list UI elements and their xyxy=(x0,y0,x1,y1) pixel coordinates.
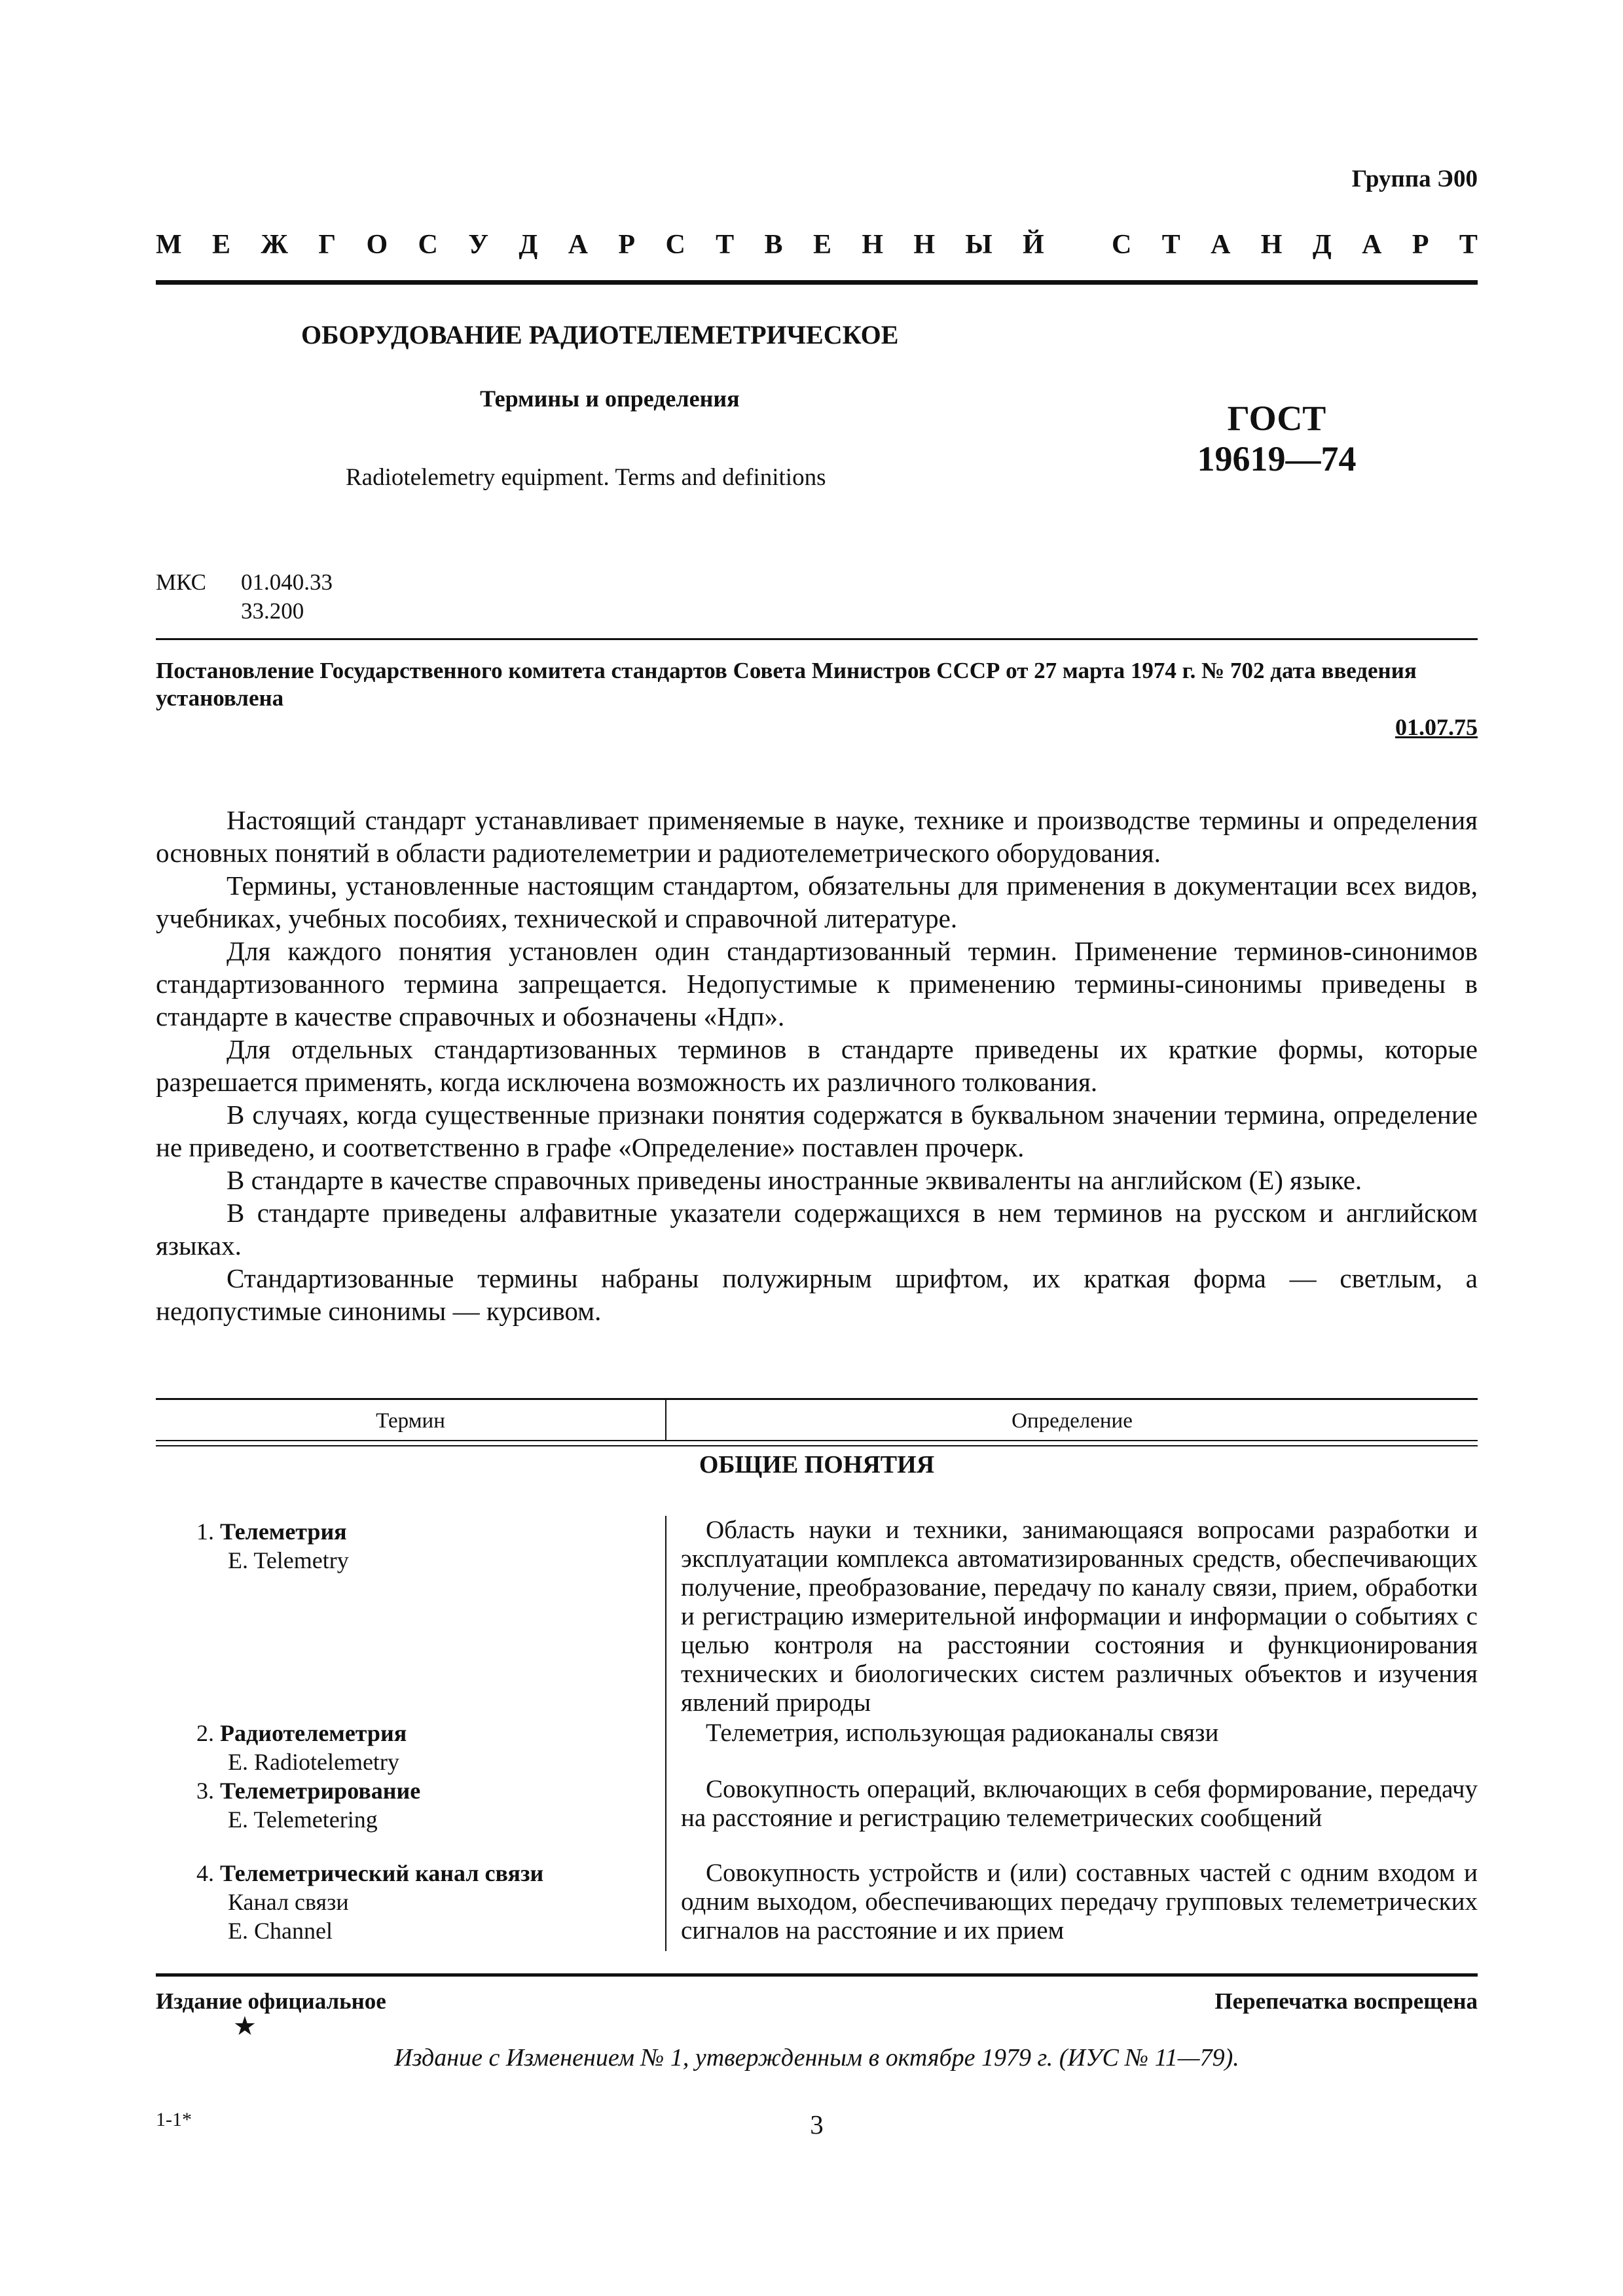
definition-text: Совокупность операций, включающих в себя формирование, передачу на расстояние и регистрацию телеметрических сообщений xyxy=(681,1775,1478,1832)
heading-letter: А xyxy=(1211,230,1231,260)
column-header-definition: Определение xyxy=(1012,1409,1133,1433)
decree-text: Постановление Государственного комитета стандартов Совета Министров СССР от 27 марта 1974 г. № 702 дата введения установлена xyxy=(156,658,1417,711)
term-definition xyxy=(681,1775,1478,1833)
intro-paragraph: Для каждого понятия установлен один стандартизованный термин. Применение терминов-синонимов стандартизованного термина запрещается. Недопустимые к применению термины-синонимы приведены в стандарте в качестве справочных и обозначены «Ндп». xyxy=(156,936,1478,1031)
heading-letter: Г xyxy=(318,230,337,260)
heading-letter: У xyxy=(468,230,489,260)
classification-block xyxy=(156,568,333,624)
term-short-form: Канал связи xyxy=(228,1889,349,1915)
term-english: E. Telemetry xyxy=(228,1547,349,1573)
english-title: Radiotelemetry equipment. Terms and definitions xyxy=(346,464,826,491)
heading-letter: Д xyxy=(519,230,538,260)
term-entry xyxy=(196,1776,420,1834)
term-name: Телеметрия xyxy=(220,1518,347,1545)
heading-letter: Ж xyxy=(261,230,288,260)
section-title: ОБЩИЕ ПОНЯТИЯ xyxy=(699,1451,935,1479)
sheet-mark: 1-1* xyxy=(156,2109,192,2130)
heading-letter: Е xyxy=(212,230,231,260)
column-divider xyxy=(665,1516,666,1951)
table-header-rule xyxy=(156,1440,1478,1441)
definition-text: Область науки и техники, занимающаяся вопросами разработки и эксплуатации комплекса автоматизированных средств, обеспечивающих получение, преобразование, передачу по каналу связи, прием, обработки и регистрацию измерительной информации и информации о событиях с целью контроля на расстоянии состояния и функционирования технических и биологических систем различных объектов и изучения явлений природы xyxy=(681,1516,1478,1717)
heading-space xyxy=(1074,229,1082,260)
heading-letter: Н xyxy=(862,230,883,260)
heading-letter: С xyxy=(418,230,438,260)
footer-rule xyxy=(156,1973,1478,1977)
reprint-prohibited-label: Перепечатка воспрещена xyxy=(1214,1988,1478,2014)
term-number: 1. xyxy=(196,1518,214,1545)
heading-letter: В xyxy=(764,230,783,260)
heading-letter: Р xyxy=(1412,230,1429,260)
term-number: 4. xyxy=(196,1860,214,1886)
heading-letter: А xyxy=(1362,230,1382,260)
term-english: E. Radiotelemetry xyxy=(228,1749,399,1775)
interstate-standard-heading xyxy=(156,229,1478,260)
table-header-rule xyxy=(156,1445,1478,1446)
intro-text xyxy=(156,804,1478,1327)
definition-text: Телеметрия, использующая радиоканалы связи xyxy=(706,1719,1219,1747)
heading-letter: Н xyxy=(1260,230,1283,260)
term-name: Радиотелеметрия xyxy=(220,1720,407,1746)
page-number: 3 xyxy=(810,2109,824,2140)
term-definition xyxy=(681,1719,1478,1748)
heading-letter: Д xyxy=(1312,230,1332,260)
heading-letter: А xyxy=(568,230,589,260)
intro-paragraph: В стандарте приведены алфавитные указатели содержащихся в нем терминов на русском и английском языках. xyxy=(156,1198,1478,1261)
term-english: E. Telemetering xyxy=(228,1806,378,1833)
column-header-term: Термин xyxy=(376,1409,445,1433)
heading-letter: Н xyxy=(913,230,936,260)
star-icon: ★ xyxy=(233,2011,257,2041)
heading-letter: Р xyxy=(618,230,636,260)
term-definition xyxy=(681,1516,1478,1717)
terms-table-header xyxy=(156,1398,1478,1442)
mks-code-2: 33.200 xyxy=(241,598,304,624)
official-edition-label: Издание официальное xyxy=(156,1988,386,2014)
term-name: Телеметрический канал связи xyxy=(220,1860,544,1886)
term-number: 3. xyxy=(196,1778,214,1804)
heading-letter: Е xyxy=(812,230,831,260)
intro-paragraph: Настоящий стандарт устанавливает применяемые в науке, технике и производстве термины и определения основных понятий в области радиотелеметрии и радиотелеметрического оборудования. xyxy=(156,805,1478,868)
heading-letter: С xyxy=(665,230,685,260)
classification-rule xyxy=(156,638,1478,640)
amendment-note: Издание с Изменением № 1, утвержденным в октябре 1979 г. (ИУС № 11—79). xyxy=(394,2044,1239,2072)
header-rule xyxy=(156,280,1478,285)
mks-label: МКС xyxy=(156,569,206,595)
heading-letter: Т xyxy=(1459,230,1478,260)
term-definition xyxy=(681,1859,1478,1945)
intro-paragraph: Термины, установленные настоящим стандартом, обязательны для применения в документации всех видов, учебниках, учебных пособиях, технической и справочной литературе. xyxy=(156,870,1478,933)
heading-letter: Т xyxy=(1161,230,1180,260)
intro-paragraph: В случаях, когда существенные признаки понятия содержатся в буквальном значении термина, определение не приведено, и соответственно в графе «Определение» поставлен прочерк. xyxy=(156,1100,1478,1162)
term-entry xyxy=(196,1859,543,1945)
heading-letter: Ы xyxy=(965,230,993,260)
term-name: Телеметрирование xyxy=(220,1778,421,1804)
definition-text: Совокупность устройств и (или) составных частей с одним входом и одним выходом, обеспечивающих передачу групповых телеметрических сигналов на расстояние и их прием xyxy=(681,1859,1478,1945)
term-english: E. Channel xyxy=(228,1918,333,1944)
heading-letter: Т xyxy=(716,230,735,260)
mks-code-1: 01.040.33 xyxy=(241,569,333,595)
heading-letter: С xyxy=(1111,230,1132,260)
term-number: 2. xyxy=(196,1720,214,1746)
term-entry xyxy=(196,1719,407,1776)
heading-letter: Й xyxy=(1023,230,1044,260)
document-title: ОБОРУДОВАНИЕ РАДИОТЕЛЕМЕТРИЧЕСКОЕ xyxy=(301,320,899,350)
gost-label-line2: 19619—74 xyxy=(1197,439,1357,478)
gost-number xyxy=(1175,398,1378,479)
heading-letter: О xyxy=(366,230,388,260)
introduction-date: 01.07.75 xyxy=(1395,714,1478,740)
term-entry xyxy=(196,1517,349,1575)
document-subtitle: Термины и определения xyxy=(480,386,740,412)
intro-paragraph: Стандартизованные термины набраны полужирным шрифтом, их краткая форма — светлым, а недопустимые синонимы — курсивом. xyxy=(156,1263,1478,1326)
intro-paragraph: Для отдельных стандартизованных терминов в стандарте приведены их краткие формы, которые разрешается применять, когда исключена возможность их различного толкования. xyxy=(156,1034,1478,1097)
heading-letter: М xyxy=(156,230,182,260)
gost-label-line1: ГОСТ xyxy=(1227,399,1326,438)
group-label: Группа Э00 xyxy=(1351,166,1478,192)
intro-paragraph: В стандарте в качестве справочных приведены иностранные эквиваленты на английском (Е) языке. xyxy=(227,1165,1362,1195)
